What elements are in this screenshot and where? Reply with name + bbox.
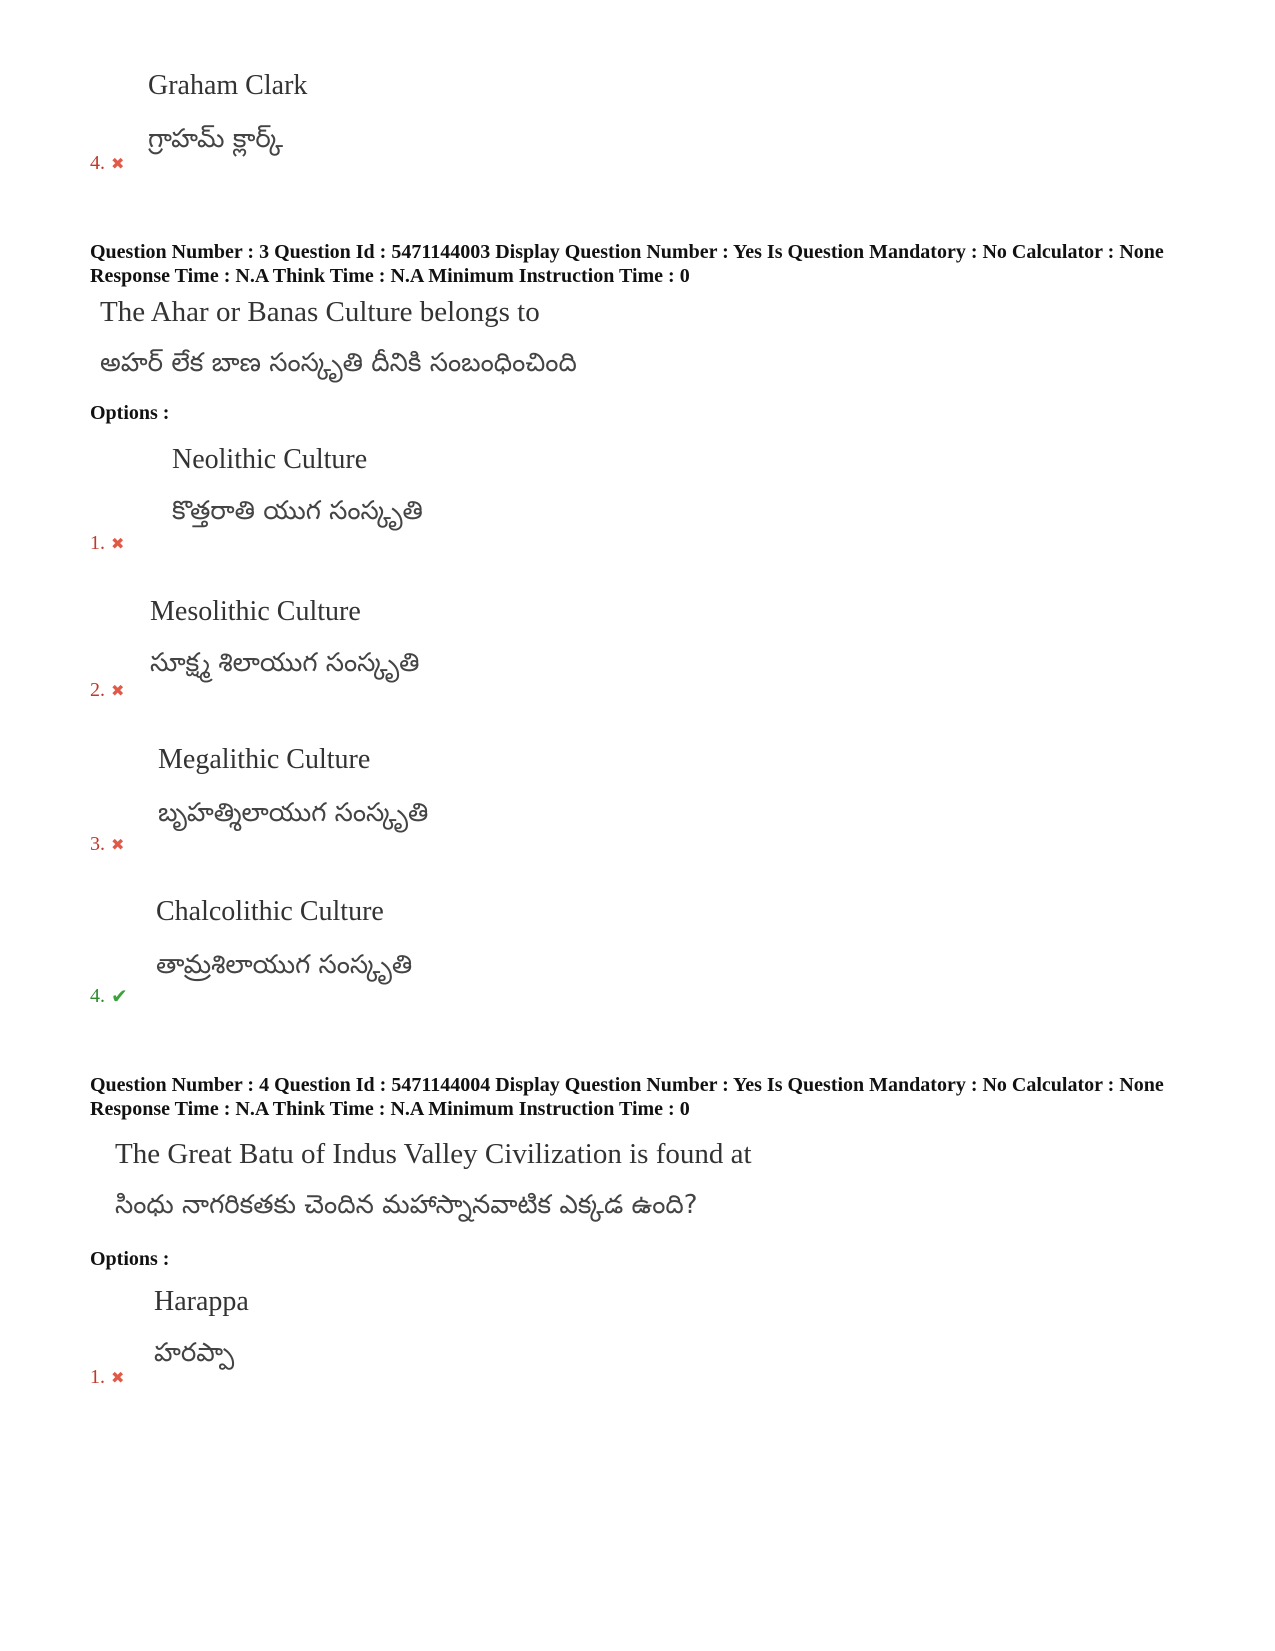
option-text-te: కొత్తరాతి యుగ సంస్కృతి [172,496,423,526]
question-text-en: The Ahar or Banas Culture belongs to [100,296,540,328]
option-text-en: Harappa [154,1286,249,1317]
option-text-te: తామ్రశిలాయుగ సంస్కృతి [156,950,413,980]
option-text-en: Mesolithic Culture [150,596,361,627]
option-number-label: 4. [90,984,105,1007]
option-text-en: Chalcolithic Culture [156,896,384,927]
option-number-label: 3. [90,833,105,855]
options-label: Options : [90,402,170,424]
option-text-te: హరప్పా [154,1338,235,1368]
cross-icon: ✖ [111,1368,125,1387]
question-meta: Question Number : 4 Question Id : 5471144004 Display Question Number : Yes Is Question Mandatory : No Calculator : None Response Time : N.A Think Time : N.A Minimum Instruction Time : 0 [90,1074,1164,1120]
option-number [90,833,124,856]
question-text-te: అహర్ లేక బాణ సంస్కృతి దీనికి సంబంధించింది [100,348,577,378]
options-label: Options : [90,1248,170,1270]
question-text-en: The Great Batu of Indus Valley Civilization is found at [115,1138,752,1170]
cross-icon: ✖ [111,154,125,173]
option-number-label: 2. [90,679,105,701]
option-number [90,152,124,175]
option-number [90,679,124,702]
option-number [90,1366,124,1389]
option-text-te: సూక్ష్మ శిలాయుగ సంస్కృతి [150,648,420,678]
option-text-te: గ్రాహమ్ క్లార్క్ [148,124,284,154]
option-text-en: Neolithic Culture [172,444,368,475]
option-number-label: 1. [90,1366,105,1388]
question-meta: Question Number : 3 Question Id : 5471144003 Display Question Number : Yes Is Question Mandatory : No Calculator : None Response Time : N.A Think Time : N.A Minimum Instruction Time : 0 [90,241,1164,287]
option-number [90,984,128,1008]
option-number-label: 4. [90,152,105,174]
option-number [90,532,124,555]
option-number-label: 1. [90,532,105,554]
check-icon: ✔ [111,984,128,1008]
option-text-en: Graham Clark [148,70,308,101]
option-text-te: బృహత్శిలాయుగ సంస్కృతి [158,798,429,828]
cross-icon: ✖ [111,534,125,553]
option-text-en: Megalithic Culture [158,744,371,775]
question-text-te: సింధు నాగరికతకు చెందిన మహాస్నానవాటిక ఎక్కడ ఉంది? [115,1190,698,1220]
cross-icon: ✖ [111,681,125,700]
cross-icon: ✖ [111,835,125,854]
